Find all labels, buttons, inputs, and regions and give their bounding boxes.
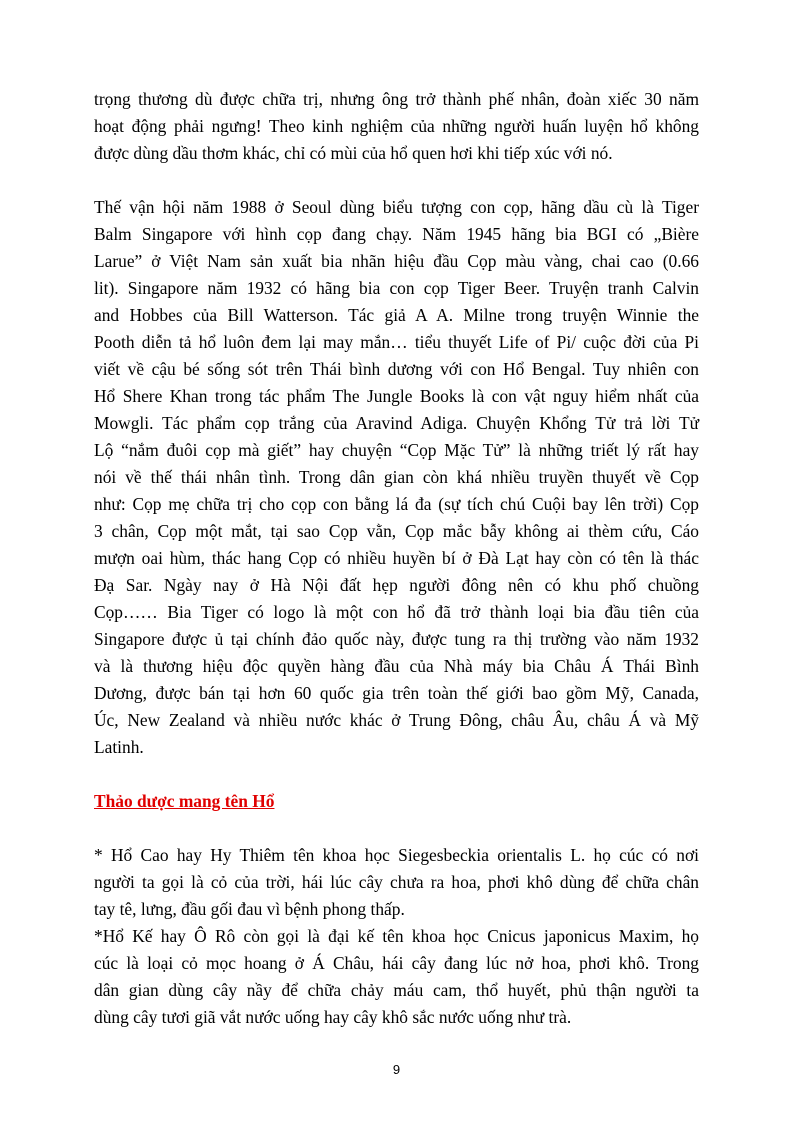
paragraph-2-line: Hổ Shere Khan trong tác phẩm The Jungle Books là con vật nguy hiểm nhất của [94,386,699,406]
paragraph-2-line: Pooth diễn tả hổ luôn đem lại may mắn… tiểu thuyết Life of Pi/ cuộc đời của Pi [94,332,699,352]
paragraph-1-line: được dùng dầu thơm khác, chỉ có mùi của hổ quen hơi khi tiếp xúc với nó. [94,143,613,163]
paragraph-2-line: nói về thế thái nhân tình. Trong dân gian còn khá nhiều truyền thuyết về Cọp [94,467,699,487]
paragraph-2-line: Balm Singapore với hình cọp đang chạy. Năm 1945 hãng bia BGI có „Bière [94,224,699,244]
paragraph-3-line: tay tê, lưng, đầu gối đau vì bệnh phong thấp. [94,899,405,919]
paragraph-2-line: viết về cậu bé sống sót trên Thái bình dương với con Hổ Bengal. Tuy nhiên con [94,359,699,379]
paragraph-1-line: trọng thương dù được chữa trị, nhưng ông trở thành phế nhân, đoàn xiếc 30 năm [94,89,699,109]
page-number: 9 [392,1062,401,1077]
paragraph-4-line: dân gian dùng cây nầy để chữa chảy máu cam, thổ huyết, phủ thận người ta [94,980,699,1000]
paragraph-4-line: *Hổ Kế hay Ô Rô còn gọi là đại kế tên khoa học Cnicus japonicus Maxim, họ [94,926,699,946]
paragraph-4-line: dùng cây tươi giã vắt nước uống hay cây khô sắc nước uống như trà. [94,1007,572,1027]
paragraph-2-line: and Hobbes của Bill Watterson. Tác giả A A. Milne trong truyện Winnie the [94,305,699,325]
paragraph-2-line: Úc, New Zealand và nhiều nước khác ở Trung Đông, châu Âu, châu Á và Mỹ [94,710,699,730]
paragraph-2-line: 3 chân, Cọp một mắt, tại sao Cọp vằn, Cọp mắc bẫy không ai thèm cứu, Cáo [94,521,699,541]
paragraph-2-line: và là thương hiệu độc quyền hàng đầu của Nhà máy bia Châu Á Thái Bình [94,656,699,676]
paragraph-2-line: mượn oai hùm, thác hang Cọp có nhiều huyền bí ở Đà Lạt hay còn có tên là thác [94,548,699,568]
paragraph-2-line: lit). Singapore năm 1932 có hãng bia con cọp Tiger Beer. Truyện tranh Calvin [94,278,699,298]
paragraph-2-line: Singapore được ủ tại chính đảo quốc này, được tung ra thị trường vào năm 1932 [94,629,699,649]
paragraph-2-line: Thế vận hội năm 1988 ở Seoul dùng biểu tượng con cọp, hãng dầu cù là Tiger [94,197,699,217]
paragraph-2-line: Dương, được bán tại hơn 60 quốc gia trên toàn thế giới bao gồm Mỹ, Canada, [94,683,699,703]
paragraph-2-line: Cọp…… Bia Tiger có logo là một con hổ đã trở thành loại bia đầu tiên của [94,602,699,622]
paragraph-3-line: người ta gọi là cỏ của trời, hái lúc cây chưa ra hoa, phơi khô dùng để chữa chân [94,872,699,892]
paragraph-2-line: Latinh. [94,737,144,757]
paragraph-2-line: Larue” ở Việt Nam sản xuất bia nhãn hiệu đầu Cọp màu vàng, chai cao (0.66 [94,251,699,271]
paragraph-2-line: Mowgli. Tác phẩm cọp trắng của Aravind Adiga. Chuyện Khổng Tử trả lời Tử [94,413,699,433]
paragraph-2-line: như: Cọp mẹ chữa trị cho cọp con bằng lá đa (sự tích chú Cuội bay lên trời) Cọp [94,494,699,514]
paragraph-2-line: Đạ Sar. Ngày nay ở Hà Nội đất hẹp người đông nên có khu phố chuồng [94,575,699,595]
section-heading: Thảo dược mang tên Hổ [94,791,275,811]
paragraph-3-line: * Hổ Cao hay Hy Thiêm tên khoa học Siegesbeckia orientalis L. họ cúc có nơi [94,845,699,865]
paragraph-2-line: Lộ “nắm đuôi cọp mà giết” hay chuyện “Cọp Mặc Tử” là những triết lý rất hay [94,440,699,460]
paragraph-1-line: hoạt động phải ngưng! Theo kinh nghiệm của những người huấn luyện hổ không [94,116,699,136]
paragraph-4-line: cúc là loại cỏ mọc hoang ở Á Châu, hái cây đang lúc nở hoa, phơi khô. Trong [94,953,699,973]
